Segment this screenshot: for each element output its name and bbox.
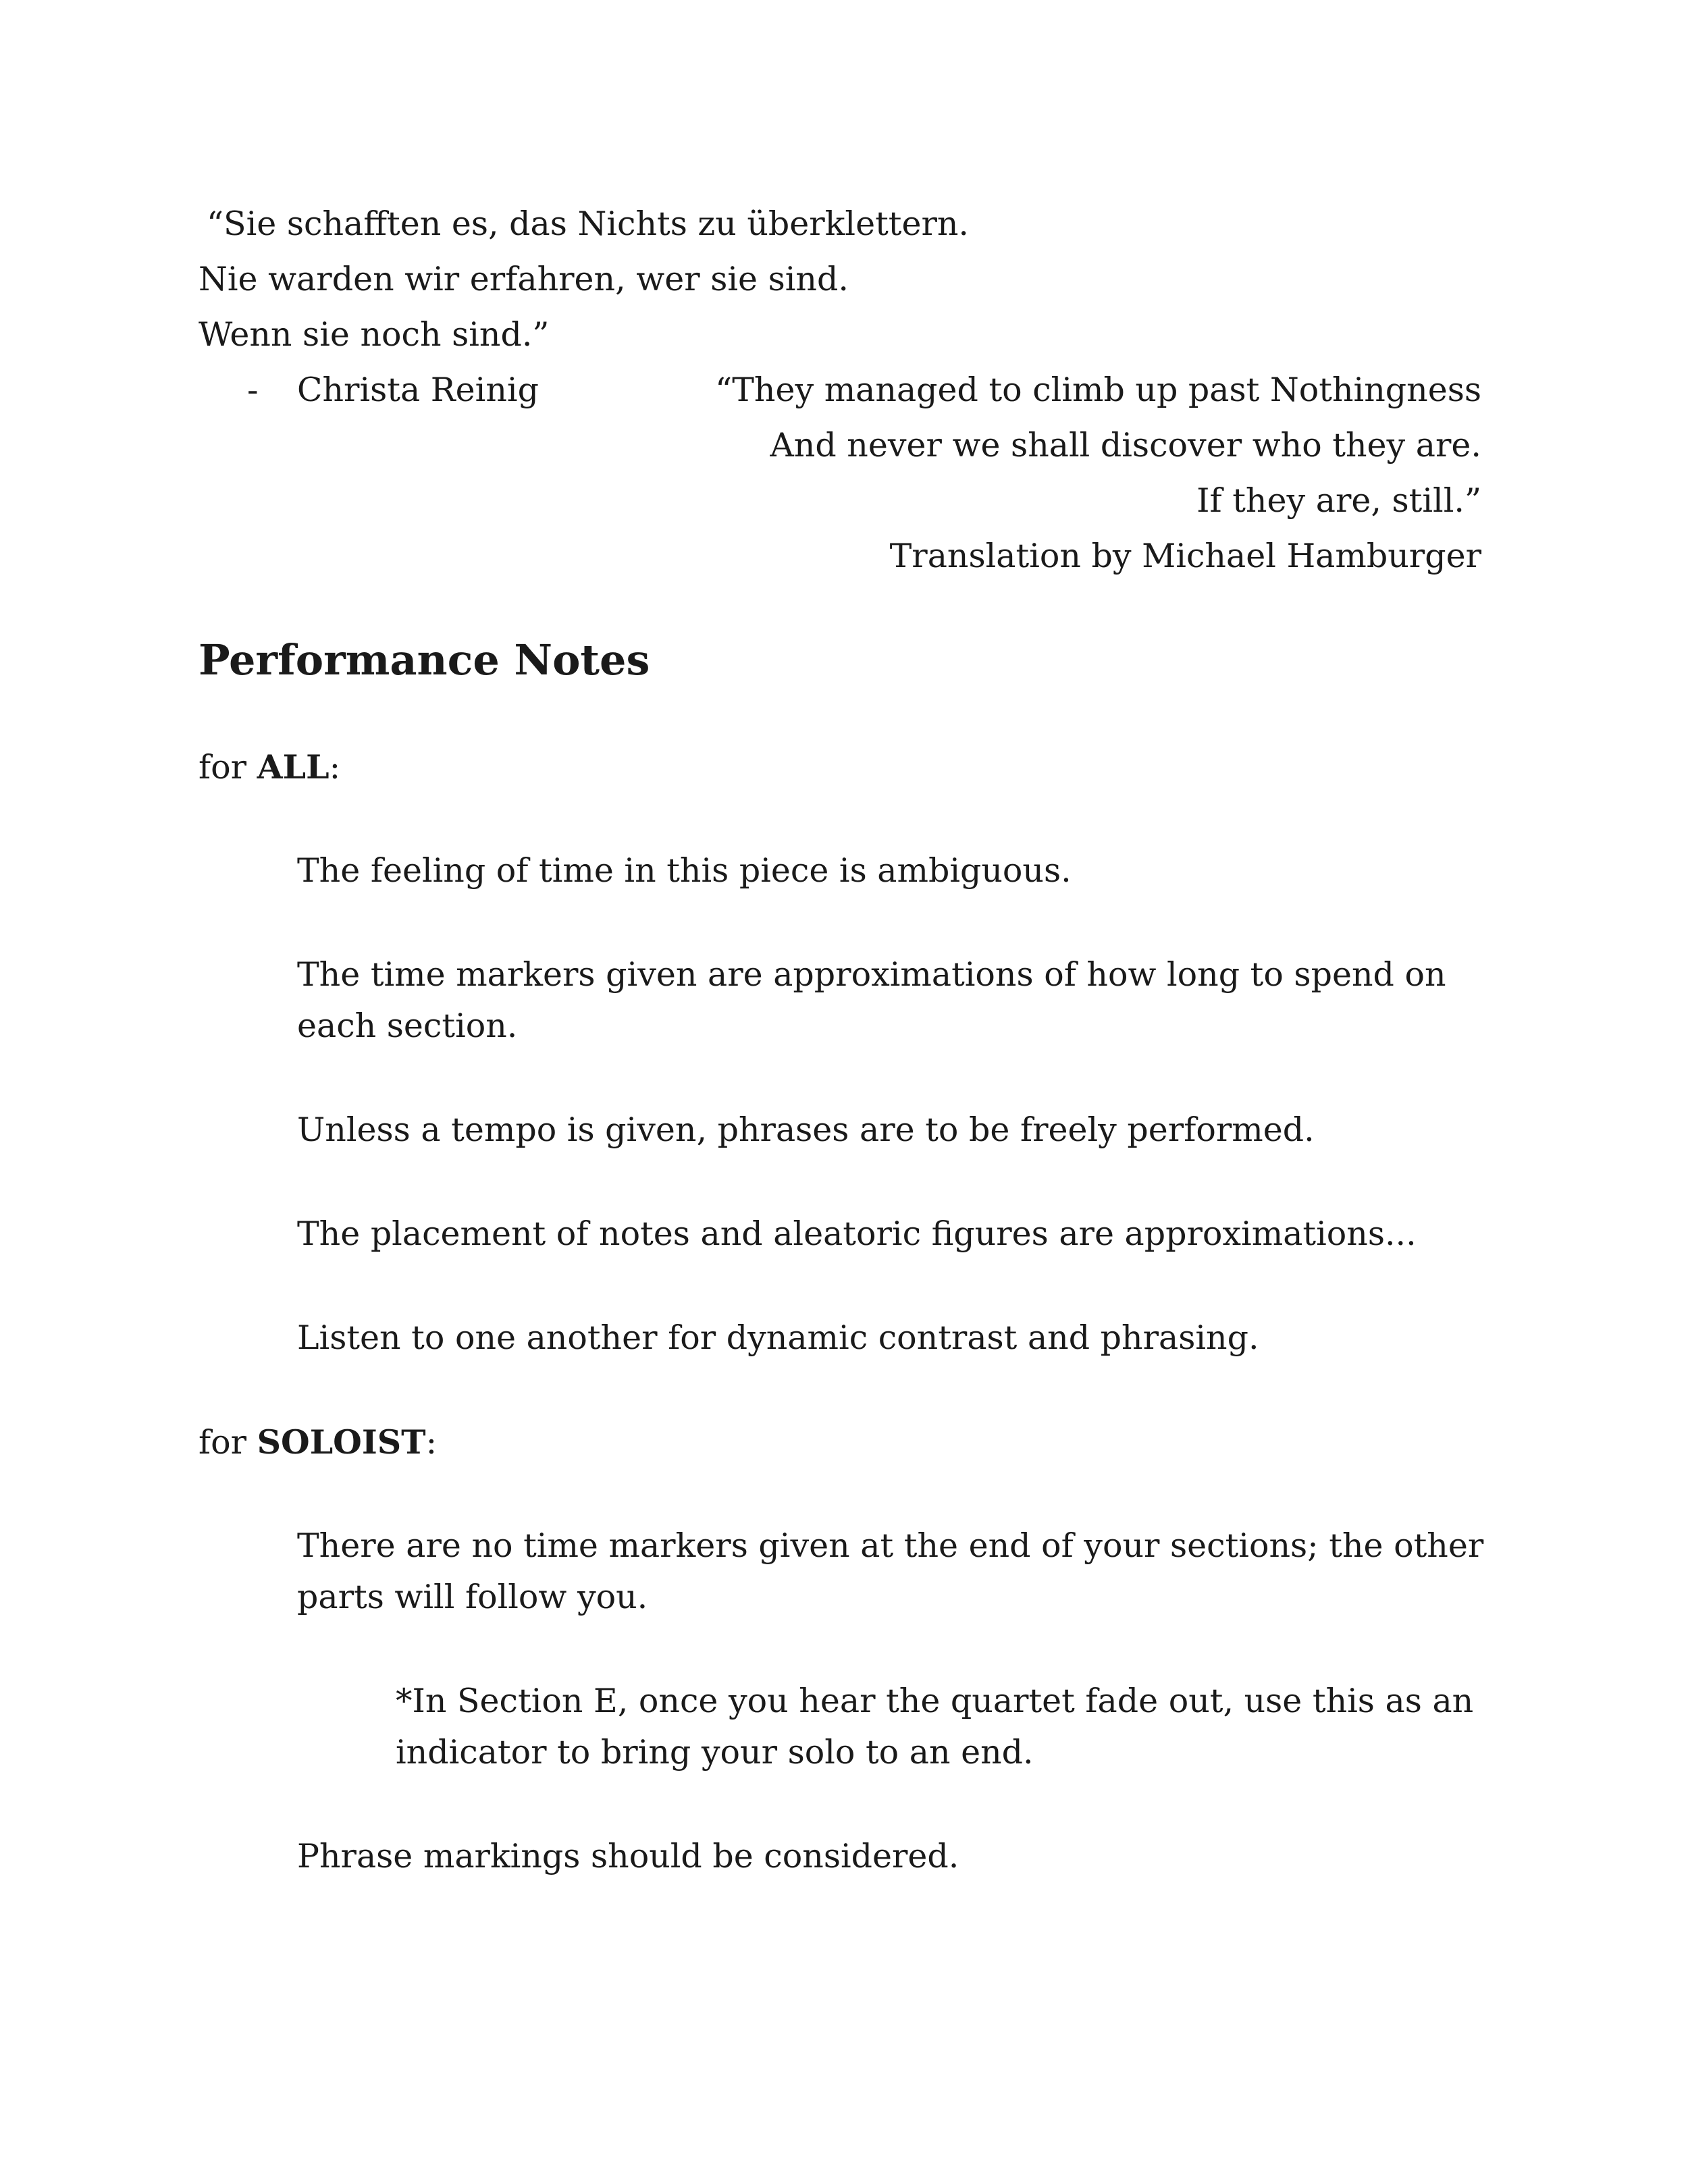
english-line-2: And never we shall discover who they are. [770,426,1481,464]
sub-note-1b: indicator to bring your solo to an end. [396,1733,1034,1772]
attribution-name: Christa Reinig [297,371,539,409]
english-line-3: If they are, still.” [1196,481,1481,520]
attribution-dash: - [247,371,259,409]
sub-note-1a: *In Section E, once you hear the quartet fade out, use this as an [396,1682,1474,1720]
german-line-2: Nie warden wir erfahren, wer sie sind. [199,260,849,298]
section-label-all: for ALL: [199,747,341,787]
note-all-1: The feeling of time in this piece is ambiguous. [297,851,1072,890]
note-all-2b: each section. [297,1007,518,1045]
translation-credit: Translation by Michael Hamburger [889,537,1481,575]
note-soloist-1b: parts will follow you. [297,1578,648,1616]
note-all-5: Listen to one another for dynamic contrast and phrasing. [297,1319,1259,1357]
german-line-1: “Sie schafften es, das Nichts zu überklettern. [207,205,970,243]
note-all-3: Unless a tempo is given, phrases are to be freely performed. [297,1111,1315,1149]
german-line-3: Wenn sie noch sind.” [199,315,550,354]
note-all-2a: The time markers given are approximations of how long to spend on [297,955,1446,994]
note-all-4: The placement of notes and aleatoric figures are approximations... [297,1215,1417,1253]
note-soloist-final: Phrase markings should be considered. [297,1837,959,1875]
section-label-soloist: for SOLOIST: [199,1422,438,1462]
page-title: Performance Notes [199,635,650,685]
note-soloist-1a: There are no time markers given at the end of your sections; the other [297,1526,1484,1565]
english-line-1: “They managed to climb up past Nothingness [715,371,1481,409]
